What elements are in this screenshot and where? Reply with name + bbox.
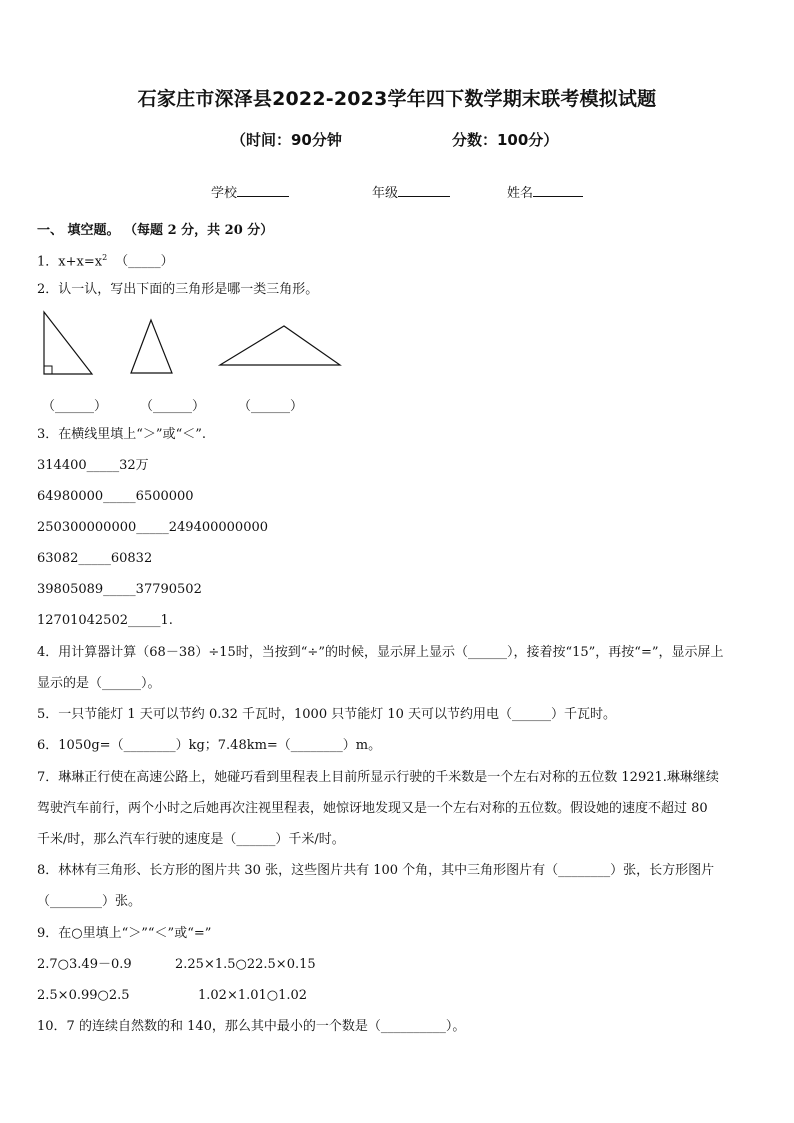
q3-item: 64980000_____6500000 [37, 489, 194, 504]
question-3: 3．在横线里填上“＞”或“＜”. [37, 427, 206, 442]
question-7-line-3: 千米/时，那么汽车行驶的速度是（______）千米/时。 [37, 832, 345, 847]
name-label: 姓名 [507, 186, 534, 201]
question-2: 2．认一认，写出下面的三角形是哪一类三角形。 [37, 282, 319, 297]
right-angle-marker [44, 366, 52, 374]
question-9: 9．在○里填上“＞”“＜”或“=” [37, 926, 212, 941]
right-triangle [44, 312, 92, 374]
question-7-line-1: 7．琳琳正行使在高速公路上，她碰巧看到里程表上目前所显示行驶的千米数是一个左右对称的五位数 12921.琳琳继续 [37, 770, 719, 785]
score-label: 分数：100分） [452, 131, 559, 149]
question-5: 5．一只节能灯 1 天可以节约 0.32 千瓦时，1000 只节能灯 10 天可以节约用电（______）千瓦时。 [37, 707, 617, 722]
q3-item: 250300000000_____249400000000 [37, 520, 269, 535]
question-7-line-2: 驾驶汽车前行，两个小时之后她再次注视里程表，她惊讶地发现又是一个左右对称的五位数。假设她的速度不超过 80 [37, 801, 708, 816]
q9-item: 2.5×0.99○2.5 [37, 988, 130, 1003]
q3-item: 12701042502_____1. [37, 613, 173, 628]
q3-item: 63082_____60832 [37, 551, 153, 566]
question-1: 1．$x+x=x^2$ （_____） [37, 253, 174, 270]
q2-answer-blank-3: （______） [238, 399, 304, 414]
obtuse-triangle [220, 326, 340, 365]
q9-item: 1.02×1.01○1.02 [198, 988, 308, 1003]
question-10: 10．7 的连续自然数的和 140，那么其中最小的一个数是（__________）。 [37, 1019, 466, 1034]
q3-item: 314400_____32万 [37, 458, 149, 473]
acute-triangle [131, 320, 172, 373]
q2-answer-blank-2: （______） [140, 399, 206, 414]
school-label: 学校 [211, 186, 238, 201]
q9-item: 2.25×1.5○22.5×0.15 [175, 957, 316, 972]
section-heading: 一、 填空题。 （每题 2 分，共 20 分） [37, 223, 274, 238]
question-4-line-2: 显示的是（______）。 [37, 676, 161, 691]
q2-answer-blank-1: （______） [42, 399, 108, 414]
grade-label: 年级 [372, 186, 399, 201]
time-label: （时间：90分钟 [231, 131, 342, 149]
question-8-line-1: 8．林林有三角形、长方形的图片共 30 张，这些图片共有 100 个角，其中三角形图片有（________）张，长方形图片 [37, 863, 715, 878]
q3-item: 39805089_____37790502 [37, 582, 202, 597]
question-6: 6．1050g=（________）kg；7.48km=（________）m。 [37, 738, 382, 753]
q9-item: 2.7○3.49－0.9 [37, 957, 132, 972]
page-title: 石家庄市深泽县2022-2023学年四下数学期末联考模拟试题 [137, 88, 657, 110]
question-4-line-1: 4．用计算器计算（68－38）÷15时，当按到“÷”的时候，显示屏上显示（______），接着按“15”，再按“=”，显示屏上 [37, 645, 724, 660]
question-8-line-2: （________）张。 [37, 894, 142, 909]
